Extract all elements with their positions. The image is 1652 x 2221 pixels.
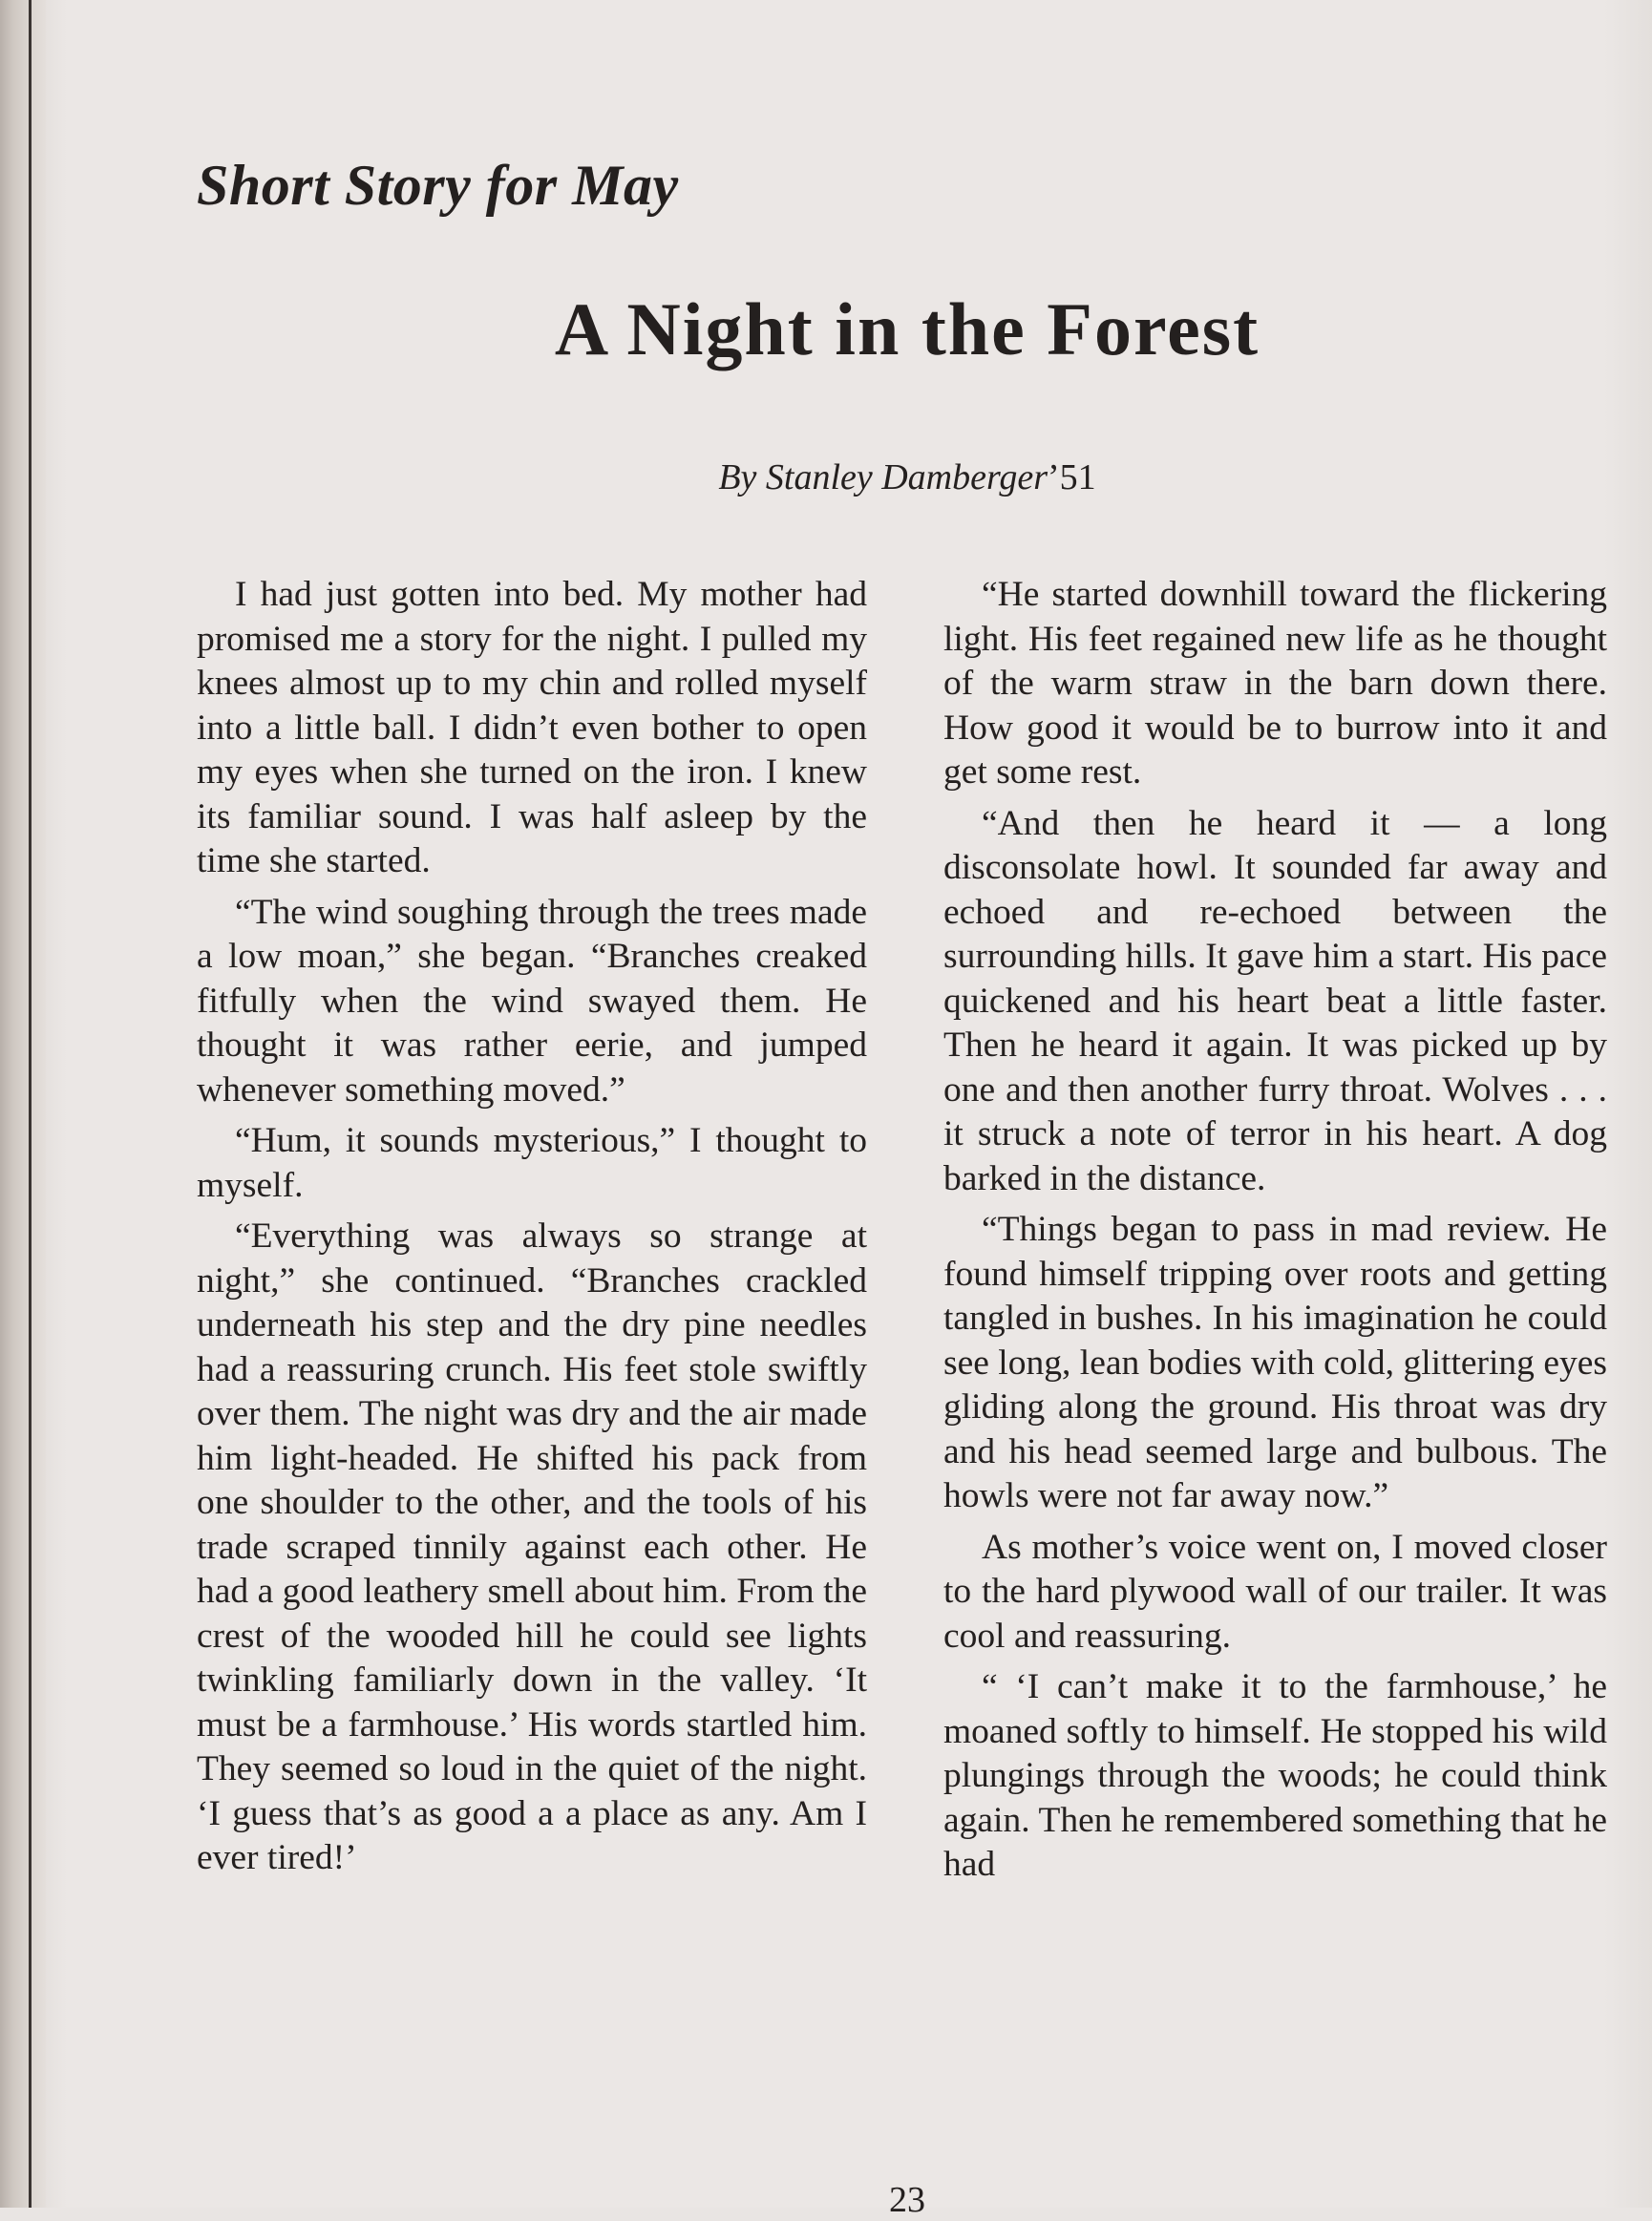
paragraph: As mother’s voice went on, I moved closer to the hard plywood wall of our trailer. It was cool and reassuring. — [943, 1527, 1607, 1656]
paragraph: I had just gotten into bed. My mother had promised me a story for the night. I pulled my knees almost up to my chin and rolled myself into a little ball. I didn’t even bother to open my eyes when she turned on the iron. I knew its familiar sound. I was half asleep by the time she started. — [197, 575, 867, 880]
byline-year: ’51 — [1048, 457, 1096, 497]
paragraph: “He started downhill toward the flickering light. His feet regained new life as he thought of the warm straw in the barn down there. How good it would be to burrow into it and get some rest. — [943, 575, 1607, 792]
story-title: A Night in the Forest — [554, 287, 1260, 370]
text-column-left — [197, 573, 867, 1888]
paragraph: “Everything was always so strange at night,” she continued. “Branches crackled underneath his step and the dry pine needles had a reassuring crunch. His feet stole swiftly over them. The night was dry and the air made him light-headed. He shifted his pack from one shoulder to the other, and the tools of his trade scraped tinnily against each other. He had a good leathery smell about him. From the crest of the wooded hill he could see lights twinkling familiarly down in the valley. ‘It must be a farmhouse.’ His words startled him. They seemed so loud in the quiet of the night. ‘I guess that’s as good a a place as any. Am I ever tired!’ — [197, 1216, 867, 1877]
byline — [0, 456, 1652, 498]
paragraph: “The wind soughing through the trees made a low moan,” she began. “Branches creaked fitfully when the wind swayed them. He thought it was rather eerie, and jumped whenever something moved.” — [197, 892, 867, 1110]
paragraph: “Hum, it sounds mysterious,” I thought to myself. — [197, 1121, 867, 1205]
paragraph: “Things began to pass in mad review. He found himself tripping over roots and getting tangled in bushes. In his imagination he could see long, lean bodies with cold, glittering eyes gliding along the ground. His throat was dry and his head seemed large and bulbous. The howls were not far away now.” — [943, 1210, 1607, 1515]
text-column-right — [943, 573, 1607, 1894]
paragraph: “And then he heard it — a long disconsolate howl. It sounded far away and echoed and re-echoed between the surrounding hills. It gave him a start. His pace quickened and his heart beat a little faster. Then he heard it again. It was picked up by one and then another furry throat. Wolves . . . it struck a note of terror in his heart. A dog barked in the distance. — [943, 803, 1607, 1198]
page-number: 23 — [889, 2180, 925, 2220]
byline-author: By Stanley Damberger — [718, 457, 1048, 497]
paragraph: “ ‘I can’t make it to the farmhouse,’ he moaned softly to himself. He stopped his wild plungings through the woods; he could think again. Then he remembered something that he had — [943, 1667, 1607, 1884]
section-kicker: Short Story for May — [197, 154, 679, 217]
